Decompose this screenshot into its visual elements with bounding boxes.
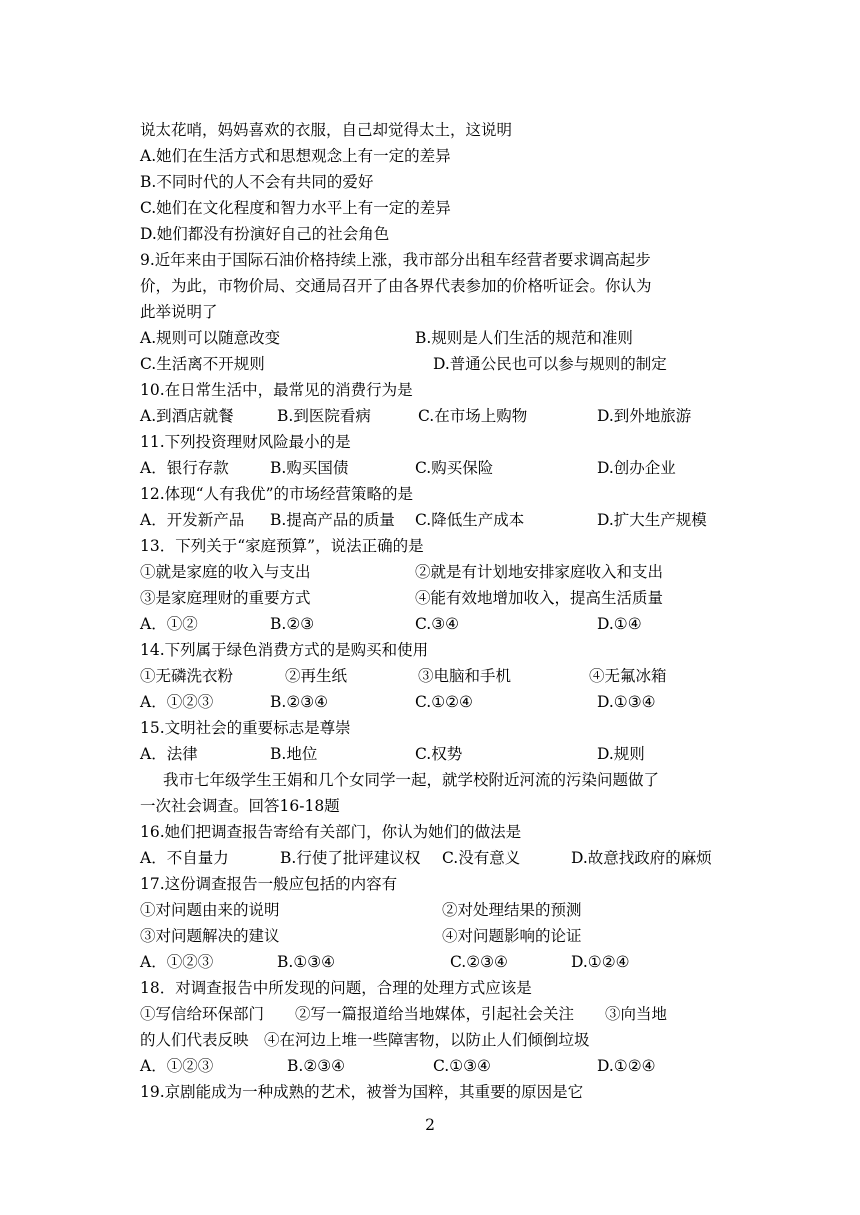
question-11-stem	[140, 429, 730, 455]
option-c: C.没有意义	[442, 849, 521, 867]
option-a: A.到酒店就餐	[140, 407, 234, 425]
line-text: 13．下列关于“家庭预算”，说法正确的是	[140, 537, 424, 555]
question-15-stem	[140, 715, 730, 741]
option-d: D.普通公民也可以参与规则的制定	[433, 355, 667, 373]
option-a: A．①②③	[140, 693, 214, 711]
option-a: A．开发新产品	[140, 511, 245, 529]
option-d: D.规则	[597, 745, 645, 763]
question-19-stem	[140, 1079, 730, 1105]
option-b: B.①③④	[277, 953, 336, 971]
q18-statements	[140, 1001, 730, 1027]
question-8-stem-continued	[140, 117, 730, 143]
option-d: D.创办企业	[597, 459, 676, 477]
option-c: C.在市场上购物	[418, 407, 528, 425]
option-c: C.②③④	[450, 953, 508, 971]
q8-option-b	[140, 169, 730, 195]
line-text: 此举说明了	[140, 303, 218, 321]
line-text: 16.她们把调查报告寄给有关部门，你认为她们的做法是	[140, 823, 522, 841]
q14-options	[140, 689, 730, 715]
option-text: A.她们在生活方式和思想观念上有一定的差异	[140, 147, 451, 165]
option-b: B.②③	[270, 615, 315, 633]
option-c: C.生活离不开规则	[140, 355, 265, 373]
q8-option-d	[140, 221, 730, 247]
q8-option-a	[140, 143, 730, 169]
option-a: A．①②	[140, 615, 198, 633]
option-b: B.购买国债	[270, 459, 349, 477]
line-text: 15.文明社会的重要标志是尊崇	[140, 719, 351, 737]
line-text: 18．对调查报告中所发现的问题，合理的处理方式应该是	[140, 979, 532, 997]
statement-3: ③电脑和手机	[418, 667, 512, 685]
option-b: B.提高产品的质量	[270, 511, 395, 529]
option-a: A．①②③	[140, 1057, 214, 1075]
option-a: A．不自量力	[140, 849, 229, 867]
option-b: B.②③④	[287, 1057, 346, 1075]
option-d: D.①②④	[571, 953, 630, 971]
option-c: C.①③④	[433, 1057, 491, 1075]
option-text: B.不同时代的人不会有共同的爱好	[140, 173, 374, 191]
option-a: A．①②③	[140, 953, 214, 971]
option-b: B.②③④	[270, 693, 329, 711]
statement-4: ④无氟冰箱	[589, 667, 667, 685]
option-c: C.③④	[415, 615, 460, 633]
statement-4: ④能有效地增加收入，提高生活质量	[415, 589, 664, 607]
question-9-stem	[140, 273, 730, 299]
line-text: 说太花哨，妈妈喜欢的衣服，自己却觉得太土，这说明	[140, 121, 513, 139]
question-9-stem	[140, 247, 730, 273]
statement-1: ①对问题由来的说明	[140, 901, 280, 919]
statement-4: ④对问题影响的论证	[442, 927, 582, 945]
line-text: 14.下列属于绿色消费方式的是购买和使用	[140, 641, 429, 659]
option-a: A．法律	[140, 745, 198, 763]
option-c: C.降低生产成本	[415, 511, 525, 529]
option-d: D.①③④	[597, 693, 656, 711]
line-text: 价，为此，市物价局、交通局召开了由各界代表参加的价格听证会。你认为	[140, 277, 652, 295]
option-d: D.①④	[597, 615, 642, 633]
question-14-stem	[140, 637, 730, 663]
q12-options	[140, 507, 730, 533]
line-text: 17.这份调查报告一般应包括的内容有	[140, 875, 398, 893]
option-a: A.规则可以随意改变	[140, 329, 281, 347]
q18-options	[140, 1053, 730, 1079]
option-text: D.她们都没有扮演好自己的社会角色	[140, 225, 390, 243]
option-c: C.权势	[415, 745, 463, 763]
statement-3: ③对问题解决的建议	[140, 927, 280, 945]
q16-options	[140, 845, 730, 871]
question-18-stem	[140, 975, 730, 1001]
question-17-stem	[140, 871, 730, 897]
option-d: D.故意找政府的麻烦	[571, 849, 712, 867]
q10-options	[140, 403, 730, 429]
line-text: ①写信给环保部门 ②写一篇报道给当地媒体，引起社会关注 ③向当地	[140, 1005, 668, 1023]
line-text: 我市七年级学生王娟和几个女同学一起，就学校附近河流的污染问题做了	[163, 771, 660, 789]
line-text: 12.体现“人有我优”的市场经营策略的是	[140, 485, 413, 503]
option-c: C.①②④	[415, 693, 473, 711]
option-d: D.到外地旅游	[597, 407, 692, 425]
statement-2: ②就是有计划地安排家庭收入和支出	[415, 563, 664, 581]
option-b: B.到医院看病	[277, 407, 371, 425]
option-b: B.地位	[270, 745, 318, 763]
q13-statements-34	[140, 585, 730, 611]
passage-16-18	[140, 767, 730, 793]
question-16-stem	[140, 819, 730, 845]
statement-1: ①就是家庭的收入与支出	[140, 563, 311, 581]
statement-3: ③是家庭理财的重要方式	[140, 589, 311, 607]
option-a: A．银行存款	[140, 459, 229, 477]
q17-statements-34	[140, 923, 730, 949]
question-12-stem	[140, 481, 730, 507]
question-10-stem	[140, 377, 730, 403]
passage-16-18	[140, 793, 730, 819]
statement-1: ①无磷洗衣粉	[140, 667, 234, 685]
option-d: D.扩大生产规模	[597, 511, 707, 529]
option-b: B.规则是人们生活的规范和准则	[415, 329, 633, 347]
q14-statements	[140, 663, 730, 689]
page-number: 2	[425, 1116, 435, 1134]
q15-options	[140, 741, 730, 767]
option-d: D.①②④	[597, 1057, 656, 1075]
q18-statements	[140, 1027, 730, 1053]
line-text: 19.京剧能成为一种成熟的艺术，被誉为国粹，其重要的原因是它	[140, 1083, 584, 1101]
statement-2: ②对处理结果的预测	[442, 901, 582, 919]
option-c: C.购买保险	[415, 459, 494, 477]
question-13-stem	[140, 533, 730, 559]
line-text: 一次社会调查。回答16-18题	[140, 797, 340, 815]
q13-options	[140, 611, 730, 637]
q9-options-cd	[140, 351, 730, 377]
statement-2: ②再生纸	[285, 667, 348, 685]
q17-options	[140, 949, 730, 975]
option-b: B.行使了批评建议权	[280, 849, 421, 867]
q11-options	[140, 455, 730, 481]
line-text: 11.下列投资理财风险最小的是	[140, 433, 351, 451]
q13-statements-12	[140, 559, 730, 585]
q8-option-c	[140, 195, 730, 221]
q9-options-ab	[140, 325, 730, 351]
question-9-stem	[140, 299, 730, 325]
line-text: 9.近年来由于国际石油价格持续上涨，我市部分出租车经营者要求调高起步	[140, 251, 651, 269]
line-text: 10.在日常生活中，最常见的消费行为是	[140, 381, 413, 399]
q17-statements-12	[140, 897, 730, 923]
line-text: 的人们代表反映 ④在河边上堆一些障害物，以防止人们倾倒垃圾	[140, 1031, 590, 1049]
option-text: C.她们在文化程度和智力水平上有一定的差异	[140, 199, 451, 217]
